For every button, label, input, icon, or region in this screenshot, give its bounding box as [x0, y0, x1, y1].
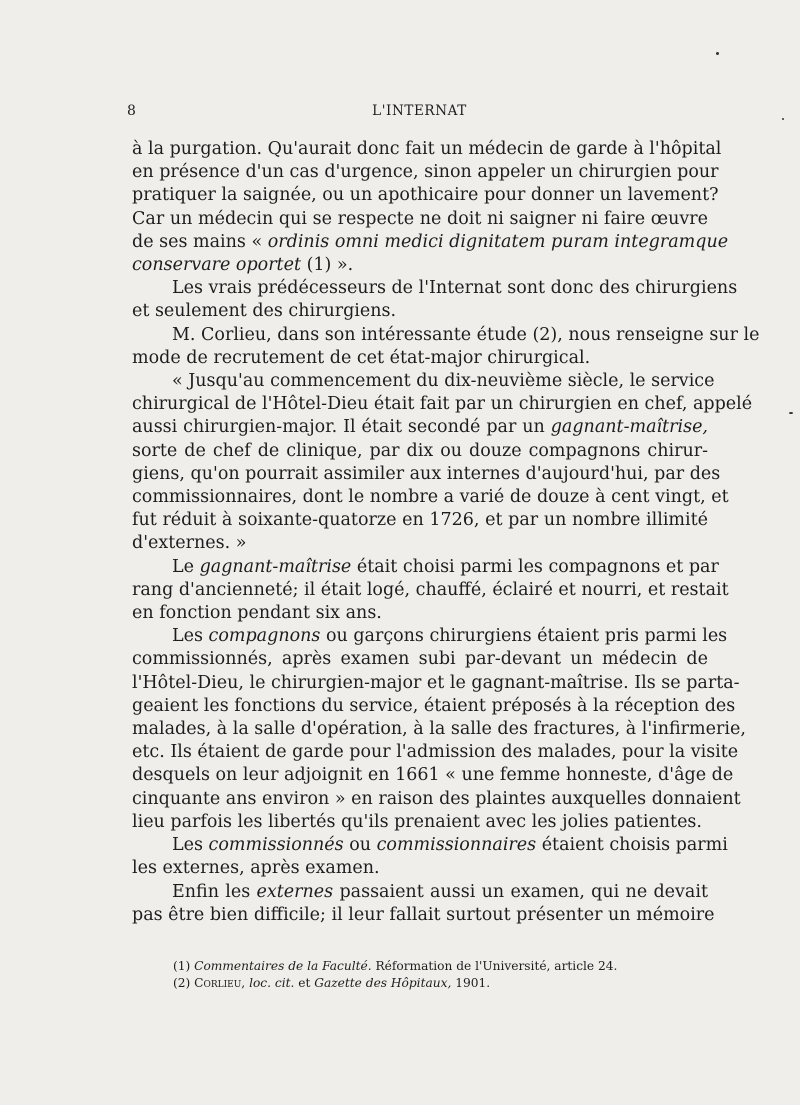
emphasis: commissionnaires [376, 835, 537, 856]
text-line: sorte de chef de clinique, par dix ou douze compagnons chirur- [132, 440, 708, 461]
footnote-title: loc. cit. [249, 976, 295, 990]
latin-quote: ordinis omni medici dignitatem puram integramque [267, 231, 729, 252]
paragraph [132, 370, 753, 556]
text-line: giens, qu'on pourrait assimiler aux internes d'aujourd'hui, par des [132, 463, 721, 484]
text-span: Le [172, 556, 194, 577]
footnotes [173, 958, 713, 992]
text-line: chirurgical de l'Hôtel-Dieu était fait par un chirurgien en chef, appelé [132, 394, 753, 415]
text-line: malades, à la salle d'opération, à la salle des fractures, à l'infirmerie, [132, 719, 746, 740]
footnote-title: Gazette des Hôpitaux, [314, 976, 452, 990]
latin-quote: conservare oportet [132, 255, 301, 276]
text-line: pratiquer la saignée, ou un apothicaire pour donner un lavement? [132, 185, 719, 206]
text-line: et seulement des chirurgiens. [132, 301, 397, 322]
text-span: ou garçons chirurgiens étaient pris parmi les [325, 626, 728, 647]
text-line: l'Hôtel-Dieu, le chirurgien-major et le gagnant-maîtrise. Ils se parta- [132, 672, 740, 693]
footnote-2 [173, 975, 713, 992]
text-line: pas être bien difficile; il leur fallait surtout présenter un mémoire [132, 904, 715, 925]
text-line: Car un médecin qui se respecte ne doit ni saigner ni faire œuvre [132, 208, 708, 229]
footnote-ref: (1) ». [306, 255, 354, 276]
text-line: rang d'ancienneté; il était logé, chauffé, éclairé et nourri, et restait [132, 579, 729, 600]
text-span: de ses mains « [132, 231, 263, 252]
footnote-number: (2) [173, 976, 191, 990]
text-line: les externes, après examen. [132, 858, 380, 879]
footnote-text: 1901. [455, 976, 491, 990]
text-span: ou [349, 835, 372, 856]
text-span: Enfin les [172, 881, 251, 902]
footnote-title: Commentaires de la Faculté. [194, 959, 372, 973]
text-line [132, 834, 728, 857]
text-line: mode de recrutement de cet état-major chirurgical. [132, 347, 591, 368]
text-line: Les vrais prédécesseurs de l'Internat sont donc des chirurgiens [172, 278, 738, 299]
paragraph [132, 138, 729, 277]
page-body [132, 138, 760, 927]
paragraph [132, 324, 760, 370]
paragraph [132, 881, 715, 927]
scan-speck [789, 412, 793, 414]
footnote-text: et [298, 976, 311, 990]
scan-speck [716, 52, 719, 55]
text-line: desquels on leur adjoignit en 1661 « une femme honneste, d'âge de [132, 765, 734, 786]
text-span: était choisi parmi les compagnons et par [356, 556, 719, 577]
text-line: geaient les fonctions du service, étaient préposés à la réception des [132, 695, 736, 716]
text-line: cinquante ans environ » en raison des plaintes auxquelles donnaient [132, 788, 741, 809]
footnote-author: Corlieu, [194, 976, 246, 990]
scan-speck [782, 118, 784, 120]
text-line: d'externes. » [132, 533, 247, 554]
emphasis: externes [256, 881, 334, 902]
emphasis: gagnant-maîtrise, [550, 417, 708, 438]
text-line: M. Corlieu, dans son intéressante étude (2), nous renseigne sur le [172, 324, 760, 345]
page-header [127, 103, 712, 123]
text-line [132, 231, 729, 254]
text-line [132, 416, 708, 439]
text-line: « Jusqu'au commencement du dix-neuvième siècle, le service [172, 371, 715, 392]
text-line: etc. Ils étaient de garde pour l'admission des malades, pour la visite [132, 742, 739, 763]
text-line: lieu parfois les libertés qu'ils prenaient avec les jolies patientes. [132, 811, 702, 832]
emphasis: compagnons [208, 626, 321, 647]
footnote-text: Réformation de l'Université, article 24. [375, 959, 618, 973]
text-span: Les [172, 835, 203, 856]
paragraph [132, 556, 729, 626]
text-span: étaient choisis parmi [541, 835, 728, 856]
running-head: L'INTERNAT [372, 103, 467, 119]
text-line: fut réduit à soixante-quatorze en 1726, et par un nombre illimité [132, 510, 708, 531]
page-number: 8 [127, 103, 136, 119]
footnote-number: (1) [173, 959, 191, 973]
text-line: à la purgation. Qu'aurait donc fait un médecin de garde à l'hôpital [132, 139, 722, 159]
text-line: en fonction pendant six ans. [132, 603, 382, 624]
paragraph [132, 834, 728, 880]
text-line [132, 254, 708, 277]
paragraph [132, 625, 746, 834]
text-line [132, 881, 708, 904]
text-line [132, 556, 719, 579]
paragraph [132, 277, 738, 323]
emphasis: gagnant-maîtrise [199, 556, 352, 577]
emphasis: commissionnés [208, 835, 344, 856]
footnote-1 [173, 958, 713, 975]
text-span: aussi chirurgien-major. Il était secondé par un [132, 417, 545, 438]
text-line: en présence d'un cas d'urgence, sinon appeler un chirurgien pour [132, 162, 719, 183]
text-span: Les [172, 626, 203, 647]
text-line [132, 625, 728, 648]
text-line: commissionnaires, dont le nombre a varié de douze à cent vingt, et [132, 487, 729, 508]
text-span: passaient aussi un examen, qui ne devait [339, 881, 708, 902]
text-line: commissionnés, après examen subi par-devant un médecin de [132, 649, 708, 670]
